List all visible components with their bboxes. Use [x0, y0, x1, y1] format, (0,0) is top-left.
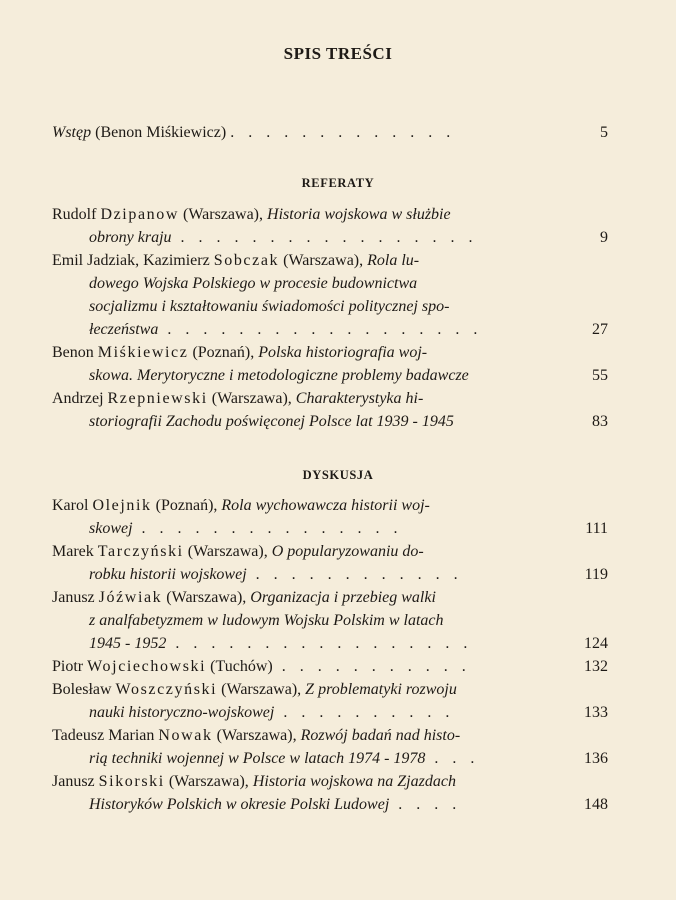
- entry-title: O popularyzowaniu do-: [271, 543, 424, 560]
- intro-label: Wstęp: [52, 124, 92, 141]
- author-first: Rudolf: [52, 206, 101, 223]
- toc-entry-line: [52, 701, 608, 724]
- page-number: 136: [584, 750, 608, 767]
- page-number: 111: [585, 520, 608, 537]
- author-surname: Rzepniewski: [107, 390, 208, 407]
- author-city: (Tuchów): [206, 658, 273, 675]
- entry-title-continued: rią techniki wojennej w Polsce w latach 1974 - 1978: [89, 750, 426, 767]
- leader-dots: . . . . . . . . . . . . . . . . .: [166, 635, 473, 652]
- toc-entry-line: [52, 364, 608, 387]
- author-surname: Miśkiewicz: [97, 344, 189, 361]
- page-title: SPIS TREŚCI: [283, 44, 393, 63]
- toc-entry: [52, 678, 608, 724]
- entry-title: Historia wojskowa na Zjazdach: [252, 773, 456, 790]
- author-city: (Warszawa),: [212, 727, 301, 744]
- page-number: 148: [584, 796, 608, 813]
- author-surname: Jóźwiak: [98, 589, 163, 606]
- toc-entry-line: [52, 249, 608, 272]
- entry-title: Polska historiografia woj-: [258, 344, 428, 361]
- author-city: (Warszawa),: [279, 252, 368, 269]
- toc-entry-line: [52, 655, 608, 678]
- author-first: Emil Jadziak, Kazimierz: [52, 252, 214, 269]
- leader-dots: . . . . . . . . . . .: [272, 658, 471, 675]
- entry-title-continued: robku historii wojskowej: [89, 566, 247, 583]
- toc-entry-line: [52, 747, 608, 770]
- entry-title-continued: Historyków Polskich w okresie Polski Ludowej: [89, 796, 390, 813]
- page-number: 55: [592, 367, 608, 384]
- intro-author: (Benon Miśkiewicz): [95, 124, 227, 141]
- author-city: (Warszawa),: [207, 390, 296, 407]
- author-first: Marek: [52, 543, 98, 560]
- entry-title-continued: storiografii Zachodu poświęconej Polsce lat 1939 - 1945: [89, 413, 454, 430]
- page-number: 27: [592, 321, 608, 338]
- entry-title-continued: socjalizmu i kształtowaniu świadomości politycznej spo-: [89, 298, 450, 315]
- toc-entry-line: [52, 494, 608, 517]
- toc-intro-line: [52, 121, 608, 144]
- toc-entry-line: [52, 272, 608, 295]
- leader-dots: . . . . . . . . . .: [274, 704, 455, 721]
- toc-entry-line: [52, 517, 608, 540]
- entry-title: Charakterystyka hi-: [295, 390, 424, 407]
- toc-entry-line: [52, 632, 608, 655]
- toc-entry: [52, 724, 608, 770]
- leader-dots: . . . . . . . . . . . . . . . . . .: [158, 321, 483, 338]
- section-heading-dyskusja: DYSKUSJA: [302, 468, 374, 482]
- toc-entry: [52, 586, 608, 655]
- page-number: 119: [584, 566, 608, 583]
- entry-title: Rozwój badań nad histo-: [300, 727, 461, 744]
- author-surname: Sikorski: [98, 773, 165, 790]
- author-surname: Olejnik: [92, 497, 152, 514]
- author-surname: Wojciechowski: [87, 658, 207, 675]
- author-city: (Warszawa),: [179, 206, 268, 223]
- toc-entry-line: [52, 295, 608, 318]
- leader-dots: . . . . . . . . . . . . .: [230, 124, 456, 141]
- page-number: 83: [592, 413, 608, 430]
- entry-title-continued: obrony kraju: [89, 229, 172, 246]
- toc-entry-line: [52, 540, 608, 563]
- toc-entry-line: [52, 563, 608, 586]
- toc-entry: [52, 770, 608, 816]
- toc-entry-line: [52, 387, 608, 410]
- entry-title: Rola lu-: [367, 252, 420, 269]
- leader-dots: . . . . . . . . . . . . . . .: [132, 520, 403, 537]
- entry-title-continued: dowego Wojska Polskiego w procesie budownictwa: [89, 275, 418, 292]
- author-first: Janusz: [52, 773, 99, 790]
- entry-title-continued: łeczeństwa: [89, 321, 159, 338]
- author-city: (Warszawa),: [217, 681, 306, 698]
- author-first: Andrzej: [52, 390, 108, 407]
- toc-entry: [52, 249, 608, 341]
- page-number: 9: [600, 229, 608, 246]
- author-surname: Sobczak: [213, 252, 280, 269]
- toc-entry-line: [52, 678, 608, 701]
- intro-page-number: 5: [600, 124, 608, 141]
- page-number: 132: [584, 658, 608, 675]
- toc-entry-line: [52, 724, 608, 747]
- toc-entry: [52, 540, 608, 586]
- toc-entry: [52, 655, 608, 678]
- entry-title-continued: nauki historyczno-wojskowej: [89, 704, 275, 721]
- page-number: 124: [584, 635, 608, 652]
- toc-intro: [52, 121, 608, 144]
- entry-title-continued: z analfabetyzmem w ludowym Wojsku Polskim w latach: [89, 612, 444, 629]
- author-first: Tadeusz Marian: [52, 727, 159, 744]
- leader-dots: . . .: [425, 750, 480, 767]
- toc-entry-line: [52, 318, 608, 341]
- author-city: (Poznań),: [188, 344, 259, 361]
- toc-entry: [52, 341, 608, 387]
- author-surname: Dzipanow: [100, 206, 180, 223]
- author-surname: Tarczyński: [97, 543, 184, 560]
- entry-title: Organizacja i przebieg walki: [250, 589, 436, 606]
- toc-entry-line: [52, 609, 608, 632]
- entry-title-continued: skowej: [89, 520, 133, 537]
- author-surname: Nowak: [158, 727, 213, 744]
- page-number: 133: [584, 704, 608, 721]
- toc-entry-line: [52, 410, 608, 433]
- author-first: Piotr: [52, 658, 88, 675]
- toc-entry-line: [52, 586, 608, 609]
- leader-dots: . . . . . . . . . . . .: [246, 566, 463, 583]
- entry-title-continued: skowa. Merytoryczne i metodologiczne problemy badawcze: [89, 367, 469, 384]
- author-first: Janusz: [52, 589, 99, 606]
- toc-entry: [52, 203, 608, 249]
- author-city: (Warszawa),: [162, 589, 251, 606]
- author-first: Bolesław: [52, 681, 116, 698]
- entry-title: Rola wychowawcza historii woj-: [221, 497, 430, 514]
- toc-entry-line: [52, 770, 608, 793]
- toc-entry: [52, 387, 608, 433]
- entry-title: Historia wojskowa w służbie: [267, 206, 451, 223]
- toc-entry-line: [52, 793, 608, 816]
- author-city: (Warszawa),: [183, 543, 272, 560]
- author-first: Benon: [52, 344, 98, 361]
- leader-dots: . . . .: [389, 796, 462, 813]
- author-first: Karol: [52, 497, 93, 514]
- author-city: (Poznań),: [151, 497, 222, 514]
- author-surname: Woszczyński: [115, 681, 218, 698]
- toc-entry-line: [52, 203, 608, 226]
- author-city: (Warszawa),: [164, 773, 253, 790]
- section-heading-referaty: REFERATY: [301, 176, 375, 190]
- toc-entry-line: [52, 226, 608, 249]
- entry-title: Z problematyki rozwoju: [305, 681, 457, 698]
- toc-entry-line: [52, 341, 608, 364]
- entry-title-continued: 1945 - 1952: [89, 635, 167, 652]
- leader-dots: . . . . . . . . . . . . . . . . .: [171, 229, 478, 246]
- toc-entry: [52, 494, 608, 540]
